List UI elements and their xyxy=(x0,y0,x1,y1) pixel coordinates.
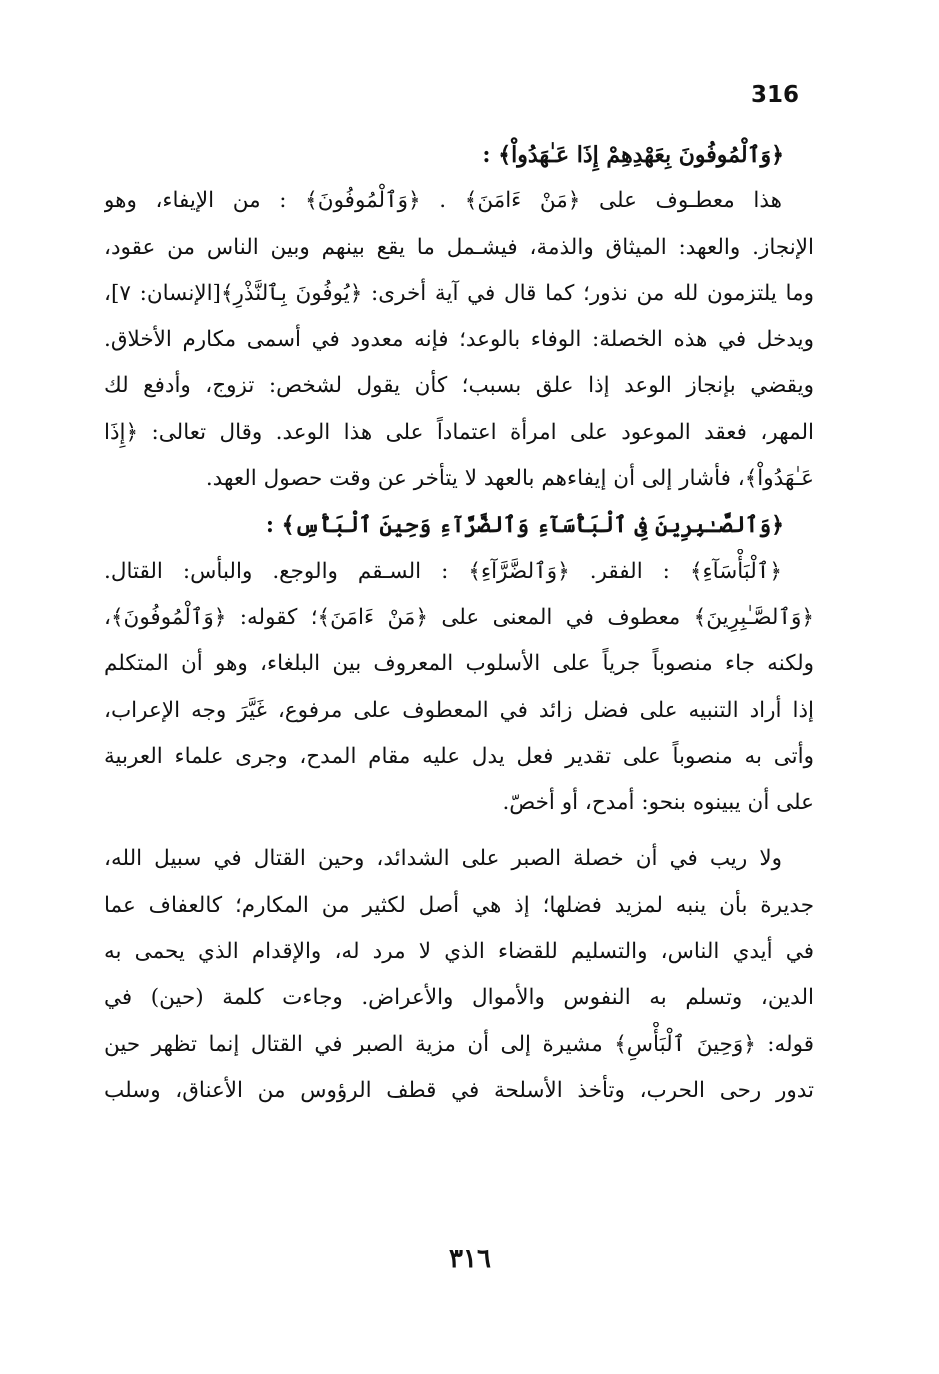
text-line: جديرة بأن ينبه لمزيد فضلها؛ إذ هي أصل لكثير من المكارم؛ كالعفاف عما xyxy=(104,892,814,918)
text-line: المهر، فعقد الموعود على امرأة اعتماداً على هذا الوعد. وقال تعالى: ﴿إِذَا xyxy=(104,419,814,445)
text-line: ولا ريب في أن خصلة الصبر على الشدائد، وحين القتال في سبيل الله، xyxy=(104,846,782,872)
text-line: إذا أراد التنبيه على فضل زائد في المعطوف على مرفوع، غَيَّرَ وجه الإعراب، xyxy=(104,697,814,723)
text-line: ولكنه جاء منصوباً جرياً على الأسلوب المعروف بين البلغاء، وهو أن المتكلم xyxy=(104,651,814,677)
text-line: ويدخل في هذه الخصلة: الوفاء بالوعد؛ فإنه معدود في أسمى مكارم الأخلاق. xyxy=(104,327,814,353)
text-line: ﴿وَٱلصَّـٰبِرِينَ﴾ معطوف في المعنى على ﴿مَنْ ءَامَنَ﴾؛ كقوله: ﴿وَٱلْمُوفُونَ﴾، xyxy=(104,604,814,630)
text-line: ﴿ٱلْبَأْسَآءِ﴾ : الفقر. ﴿وَٱلضَّرَّآءِ﴾ : السـقم والوجع. والبأس: القتال. xyxy=(104,558,782,584)
verse-heading: ﴿وَٱلْمُوفُونَ بِعَهْدِهِمْ إِذَا عَـٰهَدُواْ﴾ : xyxy=(482,142,784,168)
text-line: على أن يبينوه بنحو: أمدح، أو أخصّ. xyxy=(502,790,814,816)
paragraph-gap xyxy=(104,826,814,836)
text-line: قوله: ﴿وَحِينَ ٱلْبَأْسِ﴾ مشيرة إلى أن مزية الصبر في القتال إنما تظهر حين xyxy=(104,1031,814,1057)
text-line: عَـٰهَدُواْ﴾، فأشار إلى أن إيفاءهم بالعهد لا يتأخر عن وقت حصول العهد. xyxy=(205,466,814,492)
text-line: ويقضي بإنجاز الوعد إذا علق بسبب؛ كأن يقول لشخص: تزوج، وأدفع لك xyxy=(104,373,814,399)
text-line: الدين، وتسلم به النفوس والأموال والأعراض. وجاءت كلمة (حين) في xyxy=(104,985,814,1011)
text-line: الإنجاز. والعهد: الميثاق والذمة، فيشـمل ما يقع بينهم وبين الناس من عقود، xyxy=(104,234,814,260)
text-line: تدور رحى الحرب، وتأخذ الأسلحة في قطف الرؤوس من الأعناق، وسلب xyxy=(104,1077,814,1103)
page-content xyxy=(104,132,814,1114)
text-line: هذا معطـوف على ﴿مَنْ ءَامَنَ﴾ . ﴿وَٱلْمُوفُونَ﴾ : من الإيفاء، وهو xyxy=(104,188,782,214)
text-line: وأتى به منصوباً على تقدير فعل يدل عليه مقام المدح، وجرى علماء العربية xyxy=(104,743,814,769)
text-line: في أيدي الناس، والتسليم للقضاء الذي لا مرد له، والإقدام الذي يحمى به xyxy=(104,939,814,965)
text-line: وما يلتزمون لله من نذور؛ كما قال في آية أخرى: ﴿يُوفُونَ بِٱلنَّذْرِ﴾[الإنسان: ٧]، xyxy=(104,280,814,306)
page-number-top: 316 xyxy=(750,82,799,108)
page-number-bottom: ٣١٦ xyxy=(449,1244,491,1274)
verse-heading: ﴿وَٱلصَّـٰبِرِينَ فِى ٱلْبَأْسَآءِ وَٱلضَّرَّآءِ وَحِينَ ٱلْبَأْسِ﴾ : xyxy=(265,512,784,539)
